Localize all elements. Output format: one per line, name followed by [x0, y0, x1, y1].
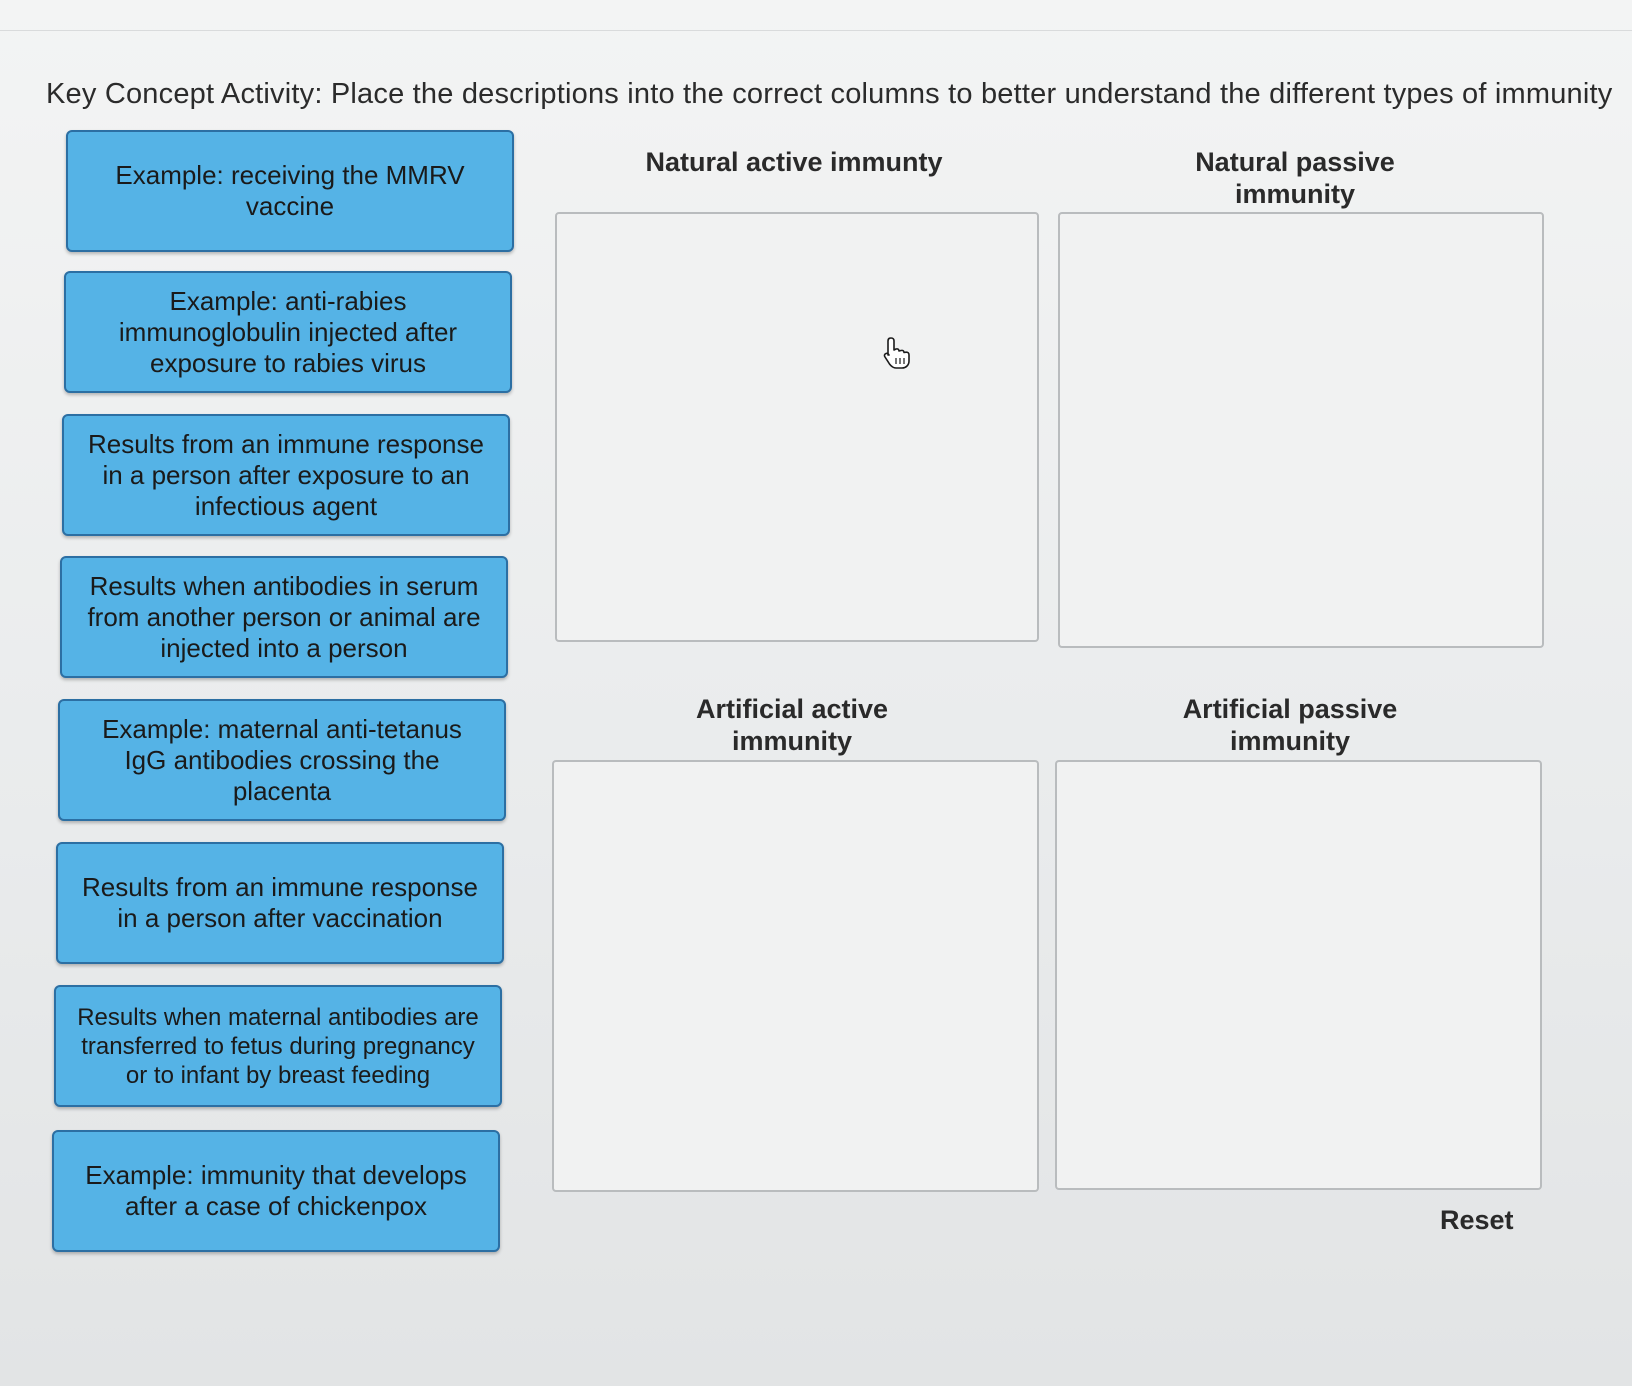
- drag-card-immune-response-exposure[interactable]: Results from an immune response in a person after exposure to an infectious agent: [62, 414, 510, 536]
- reset-button[interactable]: Reset: [1440, 1205, 1514, 1235]
- column-label-artificial-active: Artificial active immunity: [695, 694, 889, 756]
- drag-card-mmrv-vaccine[interactable]: Example: receiving the MMRV vaccine: [66, 130, 514, 252]
- dropzone-natural-active[interactable]: [555, 212, 1039, 642]
- dropzone-artificial-active[interactable]: [552, 760, 1039, 1192]
- hand-pointer-icon: [882, 336, 912, 370]
- column-label-natural-passive: Natural passive immunity: [1195, 147, 1395, 209]
- column-label-natural-active: Natural active immunty: [645, 147, 943, 177]
- drag-card-anti-rabies[interactable]: Example: anti-rabies immunoglobulin injected after exposure to rabies virus: [64, 271, 512, 393]
- dropzone-artificial-passive[interactable]: [1055, 760, 1542, 1190]
- drag-card-maternal-antibodies[interactable]: Results when maternal antibodies are transferred to fetus during pregnancy or to infant by breast feeding: [54, 985, 502, 1107]
- drag-card-immune-response-vaccination[interactable]: Results from an immune response in a person after vaccination: [56, 842, 504, 964]
- drag-card-antibodies-serum[interactable]: Results when antibodies in serum from another person or animal are injected into a person: [60, 556, 508, 678]
- page-title: Key Concept Activity: Place the descriptions into the correct columns to better understand the different types of immunity: [46, 78, 1613, 110]
- top-divider: [0, 30, 1632, 31]
- dropzone-natural-passive[interactable]: [1058, 212, 1544, 648]
- drag-card-maternal-anti-tetanus[interactable]: Example: maternal anti-tetanus IgG antibodies crossing the placenta: [58, 699, 506, 821]
- drag-card-chickenpox[interactable]: Example: immunity that develops after a case of chickenpox: [52, 1130, 500, 1252]
- column-label-artificial-passive: Artificial passive immunity: [1182, 694, 1398, 756]
